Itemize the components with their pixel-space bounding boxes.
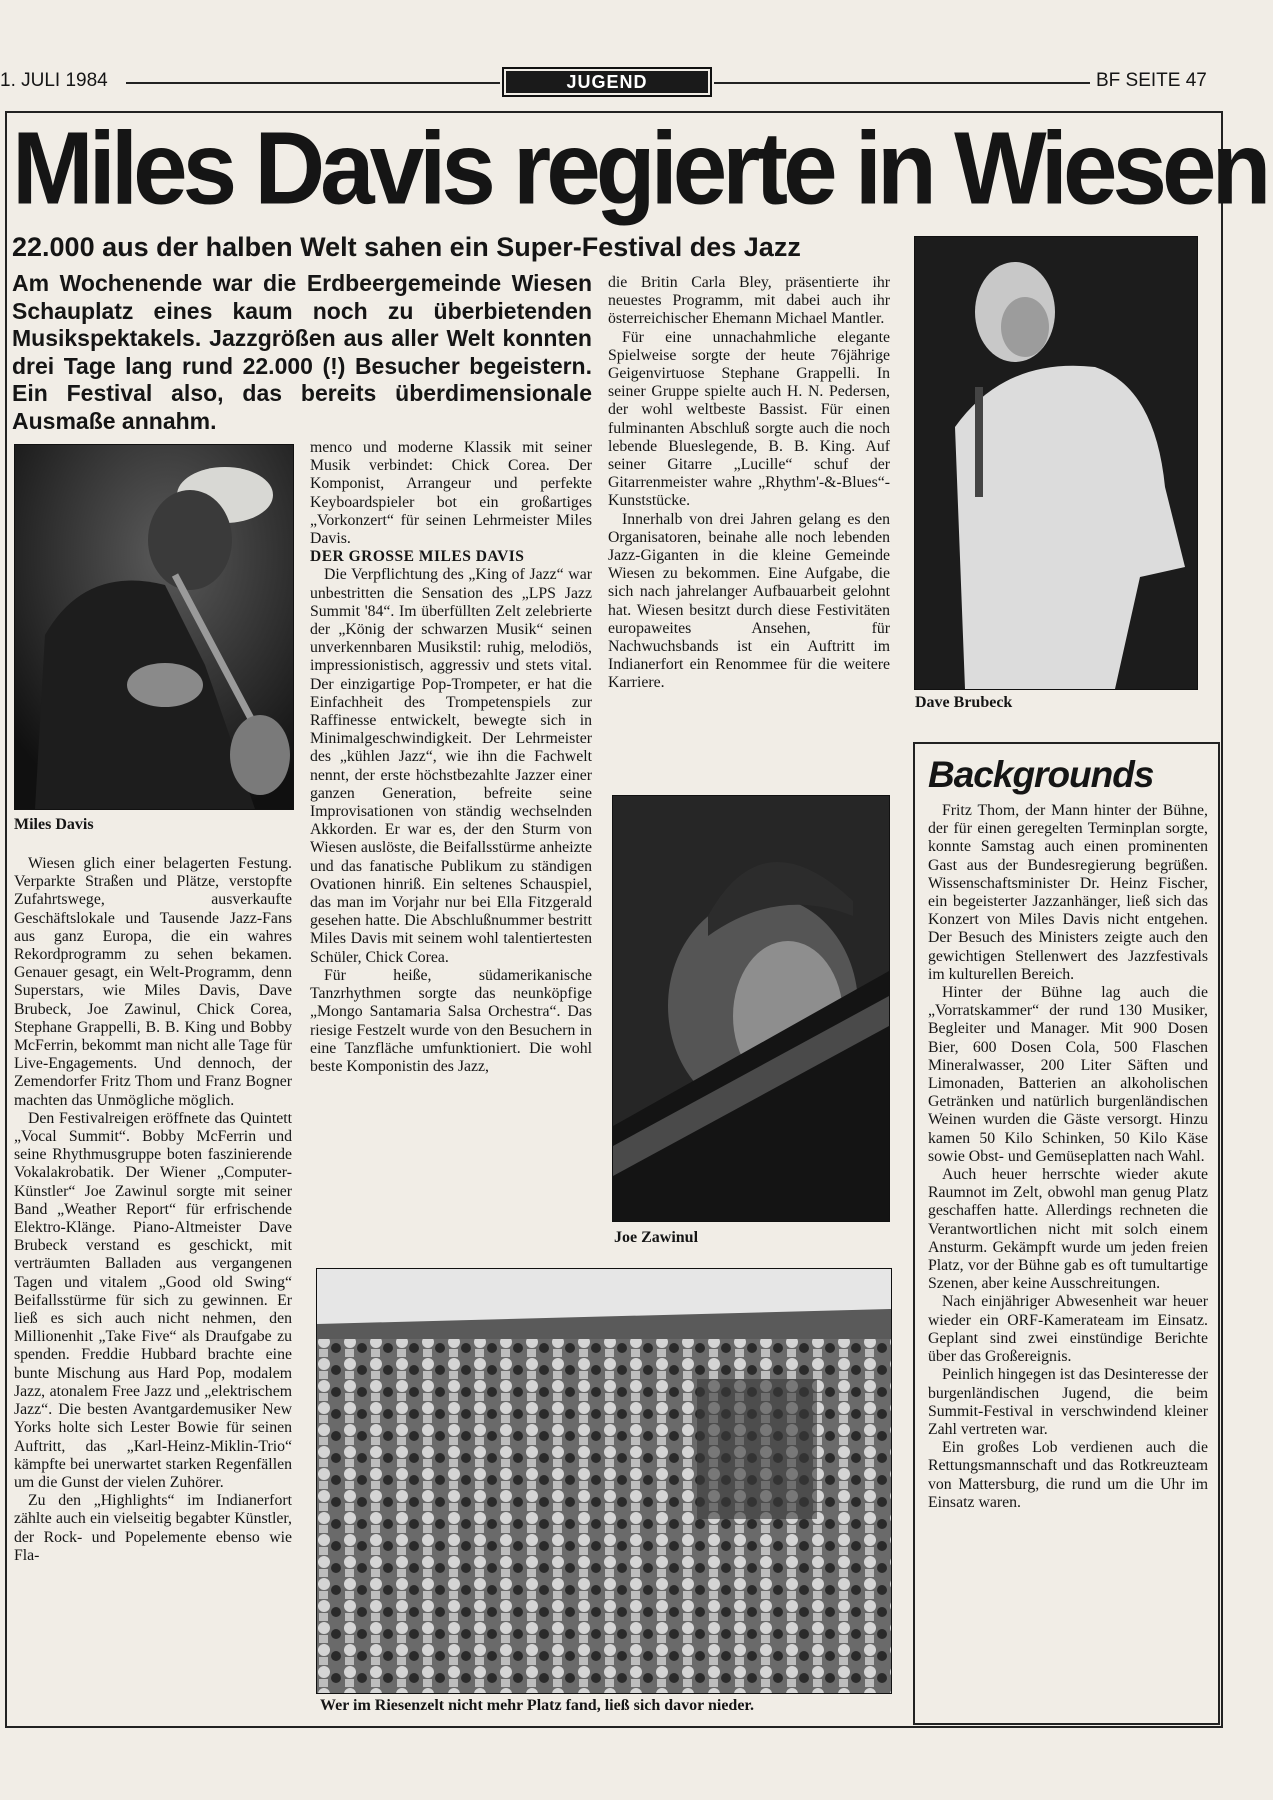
backgrounds-paragraph-5: Peinlich hingegen ist das Desinteresse der burgenländischen Jugend, die beim Summit-Festival in verschwindend kleiner Zahl vertreten war. xyxy=(928,1366,1208,1438)
photo-joe-zawinul xyxy=(612,795,890,1222)
issue-date: 1. JULI 1984 xyxy=(0,70,108,91)
caption-crowd: Wer im Riesenzelt nicht mehr Platz fand, ließ sich davor nieder. xyxy=(320,1697,755,1714)
caption-joe-zawinul: Joe Zawinul xyxy=(614,1229,699,1246)
col2-paragraph-2: Die Verpflichtung des „King of Jazz“ war unbestritten die Sensation des „LPS Jazz Summit '84“. Im überfüllten Zelt zelebrierte der „König der schwarzen Musik“ seinen unverkennbaren Musikstil: ruhig, melodiös, impressionistisch, aggressiv und stets vital. Der einzigartige Pop-Trompeter, er hat die Einfachheit des Trompetenspiels zur Raffinesse entwickelt, bewegte sich in Minimalgeschwindigkeit. Der Lehrmeister des „kühlen Jazz“, wie ihn die Fachwelt nennt, der erste höchstbezahlte Jazzer einer ganzen Generation, befreite seine Improvisationen von ständig wechselnden Akkorden. Er war es, der den Sturm von Wiesen auslöste, die Beifallsstürme anheizte und das fanatische Publikum zu ständigen Ovationen hinriß. Ein seltenes Schauspiel, das man im Vorjahr nur bei Ella Fitzgerald gesehen hatte. Die Abschlußnummer bestritt Miles Davis mit seinem wohl talentiertesten Schüler, Chick Corea. xyxy=(310,566,592,966)
col3-paragraph-1: die Britin Carla Bley, präsentierte ihr neuestes Programm, mit dabei auch ihr österreichischer Ehemann Michael Mantler. xyxy=(608,274,890,328)
header-rule-right xyxy=(714,82,1090,84)
backgrounds-paragraph-6: Ein großes Lob verdienen auch die Rettungsmannschaft und das Rotkreuzteam von Mattersburg, die rund um die Uhr im Einsatz waren. xyxy=(928,1439,1208,1511)
caption-miles-davis: Miles Davis xyxy=(14,816,94,833)
backgrounds-paragraph-3: Auch heuer herrschte wieder akute Raumnot im Zelt, obwohl man genug Platz geschaffen hatte. Allerdings rechneten die Verantwortlichen nicht mit solch einem Ansturm. Gekämpft wurde um jeden freien Platz, vor der Bühne gab es oft tumultartige Szenen, aber keine Ausschreitungen. xyxy=(928,1166,1208,1293)
backgrounds-title: Backgrounds xyxy=(928,754,1154,795)
column-3 xyxy=(608,274,890,693)
header-rule-left xyxy=(126,82,500,84)
headline: Miles Davis regierte in Wiesen xyxy=(12,110,1267,226)
col2-paragraph-1: menco und moderne Klassik mit seiner Musik verbindet: Chick Corea. Der Komponist, Arrangeur und perfekte Keyboardspieler bot ein großartiges „Vorkonzert“ für seinen Lehrmeister Miles Davis. xyxy=(310,439,592,548)
backgrounds-paragraph-4: Nach einjähriger Abwesenheit war heuer wieder ein ORF-Kamerateam im Einsatz. Geplant sind zwei einstündige Berichte über das Großereignis. xyxy=(928,1293,1208,1366)
backgrounds-column xyxy=(928,802,1208,1512)
col2-paragraph-3: Für heiße, südamerikanische Tanzrhythmen sorgte das neunköpfige „Mongo Santamaria Salsa Orchestra“. Das riesige Festzelt wurde von den Besuchern in eine Tanzfläche umfunktioniert. Die wohl beste Komponistin des Jazz, xyxy=(310,966,592,1075)
backgrounds-paragraph-2: Hinter der Bühne lag auch die „Vorratskammer“ der rund 130 Musiker, Begleiter und Manager. Mit 900 Dosen Bier, 600 Dosen Cola, 500 Flaschen Mineralwasser, 200 Liter Säften und Limonaden, Batterien an alkoholischen Getränken und natürlich burgenländischen Weinen wurden die Gäste versorgt. Hinzu kamen 50 Kilo Schinken, 50 Kilo Käse sowie Obst- und Gemüseplatten nach Wahl. xyxy=(928,984,1208,1165)
photo-crowd xyxy=(316,1268,892,1694)
section-label xyxy=(502,67,712,97)
photo-miles-davis xyxy=(14,444,294,810)
caption-dave-brubeck: Dave Brubeck xyxy=(915,694,1013,711)
col1-paragraph-2: Den Festivalreigen eröffnete das Quintett „Vocal Summit“. Bobby McFerrin und seine Rhythmusgruppe boten faszinierende Vokalakrobatik. Der Wiener „Computer-Künstler“ Joe Zawinul sorgte mit seiner Band „Weather Report“ für erfrischende Elektro-Klänge. Piano-Altmeister Dave Brubeck verstand es geschickt, mit verträumten Balladen aus vergangenen Tagen und vitalem „Good old Swing“ Beifallsstürme für sich zu gewinnen. Er ließ es sich auch nicht nehmen, den Millionenhit „Take Five“ als Draufgabe zu spenden. Freddie Hubbard brachte eine bunte Mischung aus Hard Pop, modalem Jazz, atonalem Free Jazz und „elektrischem Jazz“. Die besten Avantgardemusiker New Yorks holte sich Lester Bowie für seinen Auftritt, das „Karl-Heinz-Miklin-Trio“ kämpfte bei unerwartet starken Regenfällen um die Gunst der vielen Zuhörer. xyxy=(14,1109,292,1491)
column-2 xyxy=(310,439,592,1076)
col3-paragraph-2: Für eine unnachahmliche elegante Spielweise sorgte der heute 76jährige Geigenvirtuose Stephane Grappelli. In seiner Gruppe spielte auch H. N. Pedersen, der wohl weltbeste Bassist. Für einen fulminanten Abschluß sorgte auch die noch lebende Blueslegende, B. B. King. Auf seiner Gitarre „Lucille“ schuf der Gitarrenmeister wahre „Rhythm'-&-Blues“-Kunststücke. xyxy=(608,328,890,510)
page-number: BF SEITE 47 xyxy=(1096,70,1207,91)
backgrounds-paragraph-1: Fritz Thom, der Mann hinter der Bühne, der für einen geregelten Terminplan sorgte, konnte Samstag auch einen prominenten Gast aus der Bundesregierung begrüßen. Wissenschaftsminister Dr. Heinz Fischer, ein begeisterter Jazzanhänger, ließ sich das Konzert von Miles Davis nicht entgehen. Der Besuch des Ministers zeigte auch den gewichtigen Stellenwert des Jazzfestivals im kulturellen Bereich. xyxy=(928,802,1208,983)
column-1 xyxy=(14,855,292,1565)
lead-paragraph: Am Wochenende war die Erdbeergemeinde Wiesen Schauplatz eines kaum noch zu überbietenden Musikspektakels. Jazzgrößen aus aller Welt konnten drei Tage lang rund 22.000 (!) Besucher begeistern. Ein Festival also, das bereits überdimensionale Ausmaße annahm. xyxy=(12,270,592,434)
col2-subheading: DER GROSSE MILES DAVIS xyxy=(310,548,525,566)
photo-dave-brubeck xyxy=(914,236,1198,690)
section-label-text: JUGEND xyxy=(506,71,708,93)
col1-paragraph-3: Zu den „Highlights“ im Indianerfort zählte auch ein vielseitig begabter Künstler, der Rock- und Popelemente ebenso wie Fla- xyxy=(14,1492,292,1564)
col1-paragraph-1: Wiesen glich einer belagerten Festung. Verparkte Straßen und Plätze, verstopfte Zufahrtswege, ausverkaufte Geschäftslokale und Tausende Jazz-Fans aus ganz Europa, die ein wahres Rekordprogramm zu sehen bekamen. Genauer gesagt, ein Welt-Programm, denn Superstars, wie Miles Davis, Dave Brubeck, Joe Zawinul, Chick Corea, Stephane Grappelli, B. B. King und Bobby McFerrin, bekommt man nicht alle Tage für Live-Engagements. Und dennoch, der Zemendorfer Fritz Thom und Franz Bogner machten das Unmögliche möglich. xyxy=(14,855,292,1109)
subheadline: 22.000 aus der halben Welt sahen ein Super-Festival des Jazz xyxy=(12,232,801,262)
col3-paragraph-3: Innerhalb von drei Jahren gelang es den Organisatoren, beinahe alle noch lebenden Jazz-Giganten in die kleine Gemeinde Wiesen zu bekommen. Eine Aufgabe, die sich nach jahrelanger Aufbauarbeit gelohnt hat. Wiesen besitzt durch diese Festivitäten europaweites Ansehen, für Nachwuchsbands ist ein Auftritt im Indianerfort ein Renommee für die weitere Karriere. xyxy=(608,510,890,692)
